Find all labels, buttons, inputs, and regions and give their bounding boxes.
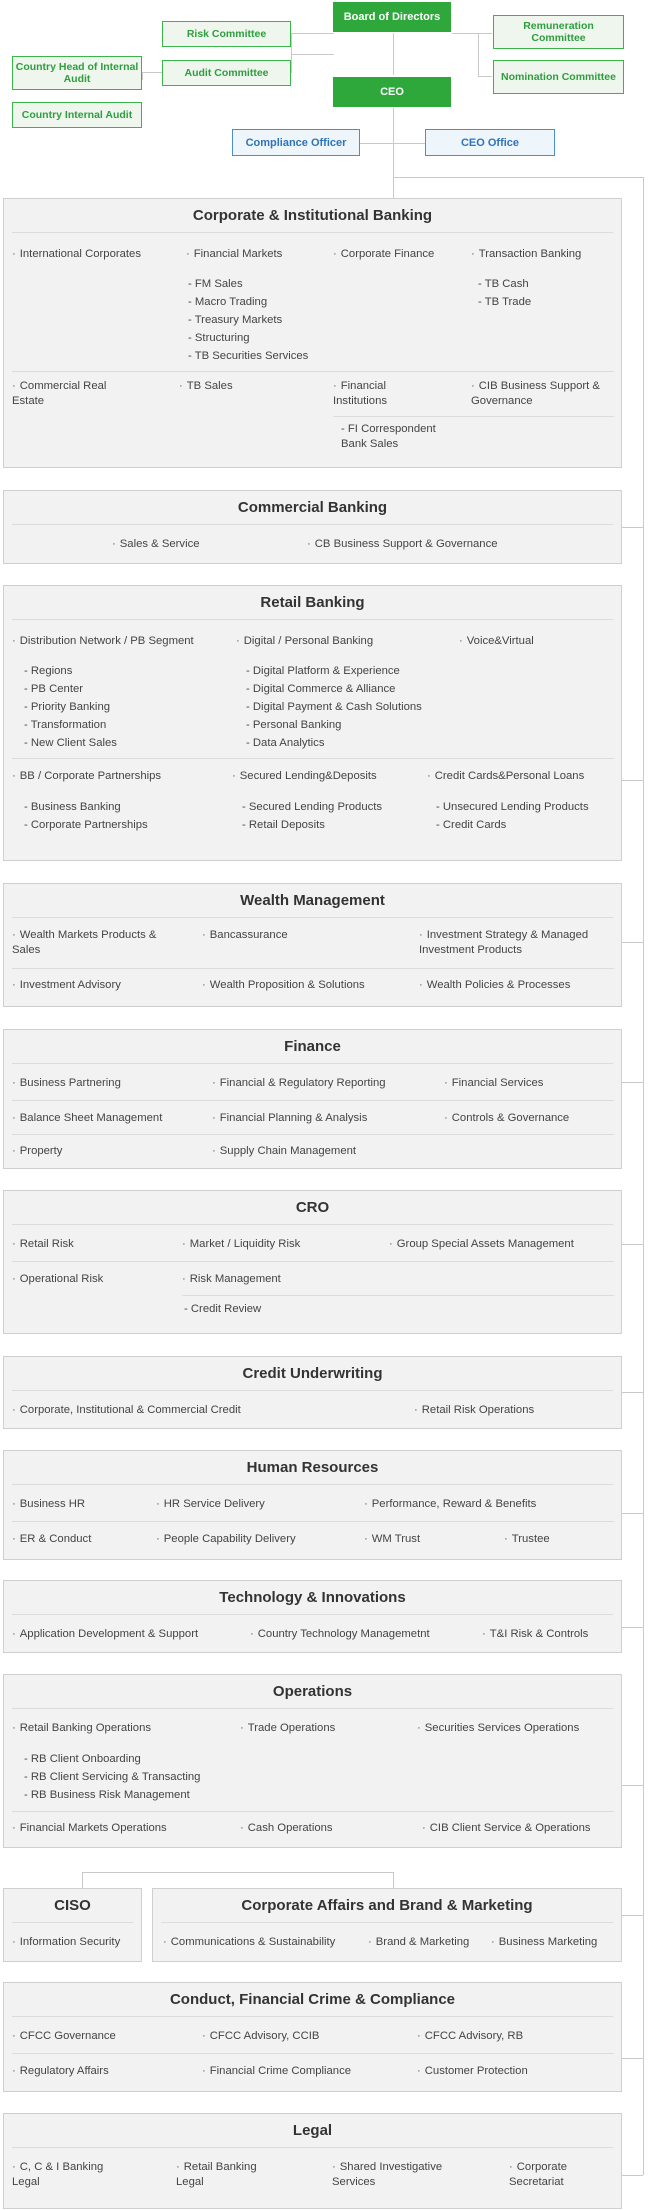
sub-item: - Transformation <box>24 719 107 731</box>
sub-item: - FI Correspondent Bank Sales <box>341 423 436 450</box>
list-item: · Sales & Service <box>112 538 200 550</box>
section-title: Commercial Banking <box>12 491 613 525</box>
list-item: · Securities Services Operations <box>417 1722 580 1734</box>
list-item: · Property <box>12 1145 63 1157</box>
connector-line <box>622 1244 643 1245</box>
list-item: · Business HR <box>12 1498 86 1510</box>
connector-line <box>622 1785 643 1786</box>
sub-item: - Retail Deposits <box>242 819 325 831</box>
sub-item: - Unsecured Lending Products <box>436 801 589 813</box>
section-retail-banking <box>3 585 622 861</box>
list-item: · Financial Markets <box>186 248 283 260</box>
connector-line <box>622 1513 643 1514</box>
list-item: · Country Technology Managemetnt <box>250 1628 430 1640</box>
sub-item: - FM Sales <box>188 278 243 290</box>
list-item: · Commercial Real Estate <box>12 380 107 407</box>
section-title: Retail Banking <box>12 586 613 620</box>
connector-line <box>622 2058 643 2059</box>
sub-item: - PB Center <box>24 683 84 695</box>
list-item: · Retail Risk Operations <box>414 1404 535 1416</box>
list-item: · Market / Liquidity Risk <box>182 1238 301 1250</box>
list-item: · HR Service Delivery <box>156 1498 265 1510</box>
divider <box>12 2053 614 2054</box>
section-corporate-affairs <box>152 1888 622 1962</box>
section-title: CISO <box>12 1889 133 1923</box>
section-title: Corporate & Institutional Banking <box>12 199 613 233</box>
section-title: CRO <box>12 1191 613 1225</box>
sub-item: - Corporate Partnerships <box>24 819 148 831</box>
section-title: Technology & Innovations <box>12 1581 613 1615</box>
list-item: · Risk Management <box>182 1273 281 1285</box>
list-item: · Financial Institutions <box>333 380 388 407</box>
list-item: · CFCC Advisory, RB <box>417 2030 524 2042</box>
list-item: · Communications & Sustainability <box>163 1936 336 1948</box>
list-item: · Wealth Policies & Processes <box>419 979 571 991</box>
list-item: · CIB Client Service & Operations <box>422 1822 591 1834</box>
list-item: · Customer Protection <box>417 2065 528 2077</box>
list-item: · CB Business Support & Governance <box>307 538 498 550</box>
sub-item: - Digital Platform & Experience <box>246 665 400 677</box>
sub-item: - Regions <box>24 665 73 677</box>
connector-line <box>622 1627 643 1628</box>
list-item: · Corporate, Institutional & Commercial Credit <box>12 1404 241 1416</box>
list-item: · Corporate Secretariat <box>509 2161 568 2188</box>
connector-line <box>478 33 479 77</box>
ceo-box[interactable]: CEO <box>333 77 451 107</box>
section-title: Finance <box>12 1030 613 1064</box>
list-item: · Bancassurance <box>202 929 288 941</box>
connector-line <box>82 1872 394 1873</box>
list-item: · ER & Conduct <box>12 1533 92 1545</box>
list-item: · Investment Advisory <box>12 979 121 991</box>
divider <box>12 1261 614 1262</box>
list-item: · Information Security <box>12 1936 121 1948</box>
connector-line <box>622 1082 643 1083</box>
list-item: · Financial Planning & Analysis <box>212 1112 368 1124</box>
divider <box>12 1100 614 1101</box>
connector-line <box>291 54 334 55</box>
list-item: · Wealth Proposition & Solutions <box>202 979 365 991</box>
section-wealth-management <box>3 883 622 1007</box>
list-item: · Financial Services <box>444 1077 544 1089</box>
list-item: · Performance, Reward & Benefits <box>364 1498 537 1510</box>
sub-item: - RB Client Onboarding <box>24 1753 141 1765</box>
list-item: · Wealth Markets Products & Sales <box>12 929 157 956</box>
list-item: · Cash Operations <box>240 1822 333 1834</box>
sub-item: - Structuring <box>188 332 250 344</box>
list-item: · Balance Sheet Management <box>12 1112 163 1124</box>
section-title: Conduct, Financial Crime & Compliance <box>12 1983 613 2017</box>
list-item: · CIB Business Support & Governance <box>471 380 600 407</box>
list-item: · Retail Banking Legal <box>176 2161 257 2188</box>
sub-item: - Personal Banking <box>246 719 342 731</box>
section-title: Corporate Affairs and Brand & Marketing <box>161 1889 613 1923</box>
list-item: · Business Marketing <box>491 1936 598 1948</box>
list-item: · International Corporates <box>12 248 141 260</box>
list-item: · Operational Risk <box>12 1273 104 1285</box>
divider <box>182 1295 614 1296</box>
divider <box>12 1134 614 1135</box>
section-operations <box>3 1674 622 1848</box>
list-item: · Group Special Assets Management <box>389 1238 574 1250</box>
list-item: · Financial & Regulatory Reporting <box>212 1077 386 1089</box>
list-item: · Voice&Virtual <box>459 635 534 647</box>
section-title: Legal <box>12 2114 613 2148</box>
list-item: · TB Sales <box>179 380 233 392</box>
list-item: · Financial Crime Compliance <box>202 2065 352 2077</box>
section-legal <box>3 2113 622 2209</box>
connector-line <box>393 33 394 75</box>
list-item: · BB / Corporate Partnerships <box>12 770 162 782</box>
board-of-directors-box[interactable]: Board of Directors <box>333 2 451 32</box>
list-item: · CFCC Advisory, CCIB <box>202 2030 320 2042</box>
sub-item: - Treasury Markets <box>188 314 283 326</box>
sub-item: - TB Securities Services <box>188 350 309 362</box>
list-item: · Supply Chain Management <box>212 1145 357 1157</box>
list-item: · Retail Banking Operations <box>12 1722 152 1734</box>
sub-item: - New Client Sales <box>24 737 117 749</box>
connector-line <box>82 1872 83 1888</box>
connector-line <box>393 1872 394 1888</box>
list-item: · Retail Risk <box>12 1238 74 1250</box>
sub-item: - TB Trade <box>478 296 532 308</box>
section-commercial-banking <box>3 490 622 564</box>
connector-line <box>643 177 644 2175</box>
list-item: · Trade Operations <box>240 1722 336 1734</box>
connector-line <box>291 33 292 73</box>
list-item: · Corporate Finance <box>333 248 435 260</box>
section-credit-underwriting <box>3 1356 622 1429</box>
list-item: · Business Partnering <box>12 1077 121 1089</box>
country-internal-audit-box[interactable]: Country Internal Audit <box>12 102 142 128</box>
remuneration-committee-box[interactable]: Remuneration Committee <box>493 15 624 49</box>
section-ciso <box>3 1888 142 1962</box>
connector-line <box>622 527 643 528</box>
section-title: Credit Underwriting <box>12 1357 613 1391</box>
divider <box>12 371 614 372</box>
section-title: Human Resources <box>12 1451 613 1485</box>
section-finance <box>3 1029 622 1169</box>
divider <box>12 968 614 969</box>
sub-item: - TB Cash <box>478 278 529 290</box>
list-item: · Distribution Network / PB Segment <box>12 635 194 647</box>
list-item: · WM Trust <box>364 1533 421 1545</box>
sub-item: - Priority Banking <box>24 701 111 713</box>
list-item: · Brand & Marketing <box>368 1936 470 1948</box>
divider <box>333 416 614 417</box>
list-item: · People Capability Delivery <box>156 1533 296 1545</box>
country-head-internal-audit-box[interactable]: Country Head of Internal Audit <box>12 56 142 90</box>
connector-line <box>622 780 643 781</box>
connector-line <box>622 1392 643 1393</box>
connector-line <box>291 33 334 34</box>
section-cro <box>3 1190 622 1334</box>
sub-item: - Credit Review <box>184 1303 262 1315</box>
connector-line <box>393 108 394 198</box>
compliance-officer-box[interactable]: Compliance Officer <box>232 129 360 156</box>
list-item: · Financial Markets Operations <box>12 1822 167 1834</box>
sub-item: - RB Business Risk Management <box>24 1789 190 1801</box>
list-item: · CFCC Governance <box>12 2030 116 2042</box>
divider <box>12 1521 614 1522</box>
list-item: · Controls & Governance <box>444 1112 570 1124</box>
connector-line <box>622 942 643 943</box>
list-item: · Shared Investigative Services <box>332 2161 443 2188</box>
list-item: · Secured Lending&Deposits <box>232 770 377 782</box>
list-item: · Digital / Personal Banking <box>236 635 374 647</box>
audit-committee-box[interactable]: Audit Committee <box>162 60 291 86</box>
list-item: · T&I Risk & Controls <box>482 1628 589 1640</box>
sub-item: - Secured Lending Products <box>242 801 383 813</box>
list-item: · Trustee <box>504 1533 550 1545</box>
list-item: · Transaction Banking <box>471 248 582 260</box>
connector-line <box>622 1915 643 1916</box>
section-cfcc <box>3 1982 622 2092</box>
list-item: · Credit Cards&Personal Loans <box>427 770 585 782</box>
section-corporate-institutional-banking <box>3 198 622 468</box>
connector-line <box>142 72 143 80</box>
list-item: · Application Development & Support <box>12 1628 199 1640</box>
connector-line <box>393 177 643 178</box>
sub-item: - Business Banking <box>24 801 121 813</box>
divider <box>12 1811 614 1812</box>
sub-item: - Data Analytics <box>246 737 325 749</box>
section-human-resources <box>3 1450 622 1560</box>
section-title: Wealth Management <box>12 884 613 918</box>
divider <box>12 758 614 759</box>
connector-line <box>478 76 492 77</box>
section-title: Operations <box>12 1675 613 1709</box>
connector-line <box>622 2175 643 2176</box>
list-item: · Regulatory Affairs <box>12 2065 109 2077</box>
risk-committee-box[interactable]: Risk Committee <box>162 21 291 47</box>
sub-item: - Credit Cards <box>436 819 507 831</box>
connector-line <box>452 33 492 34</box>
list-item: · Investment Strategy & Managed Investment Products <box>419 929 589 956</box>
section-technology-innovations <box>3 1580 622 1653</box>
sub-item: - RB Client Servicing & Transacting <box>24 1771 201 1783</box>
nomination-committee-box[interactable]: Nomination Committee <box>493 60 624 94</box>
sub-item: - Digital Commerce & Alliance <box>246 683 396 695</box>
ceo-office-box[interactable]: CEO Office <box>425 129 555 156</box>
list-item: · C, C & I Banking Legal <box>12 2161 104 2188</box>
sub-item: - Macro Trading <box>188 296 268 308</box>
sub-item: - Digital Payment & Cash Solutions <box>246 701 422 713</box>
